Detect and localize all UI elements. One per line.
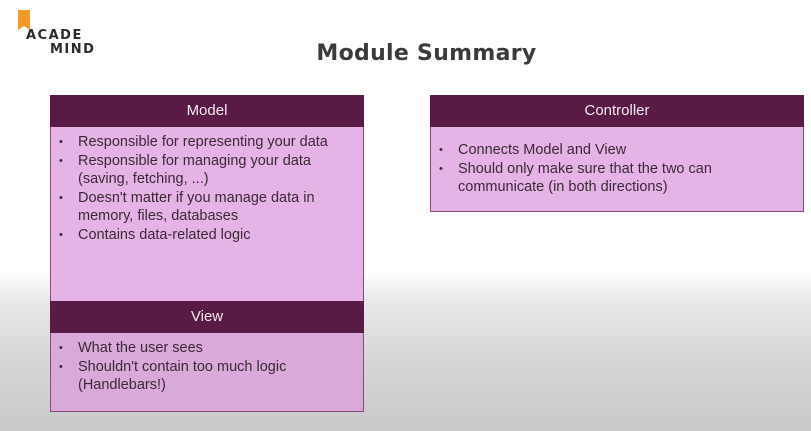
view-card [50, 301, 364, 412]
list-item: • Should only make sure that the two can communicate (in both directions) [439, 160, 795, 197]
view-card-header: View [50, 301, 364, 333]
list-item: • Connects Model and View [439, 141, 795, 160]
view-bullet-list [59, 339, 355, 395]
list-item: • Doesn't matter if you manage data in memory, files, databases [59, 189, 355, 226]
list-item: • What the user sees [59, 339, 355, 358]
controller-card-header: Controller [430, 95, 804, 127]
list-item: • Responsible for managing your data (saving, fetching, ...) [59, 152, 355, 189]
controller-card-body [430, 127, 804, 212]
logo-text-line2: MIND [50, 42, 96, 57]
logo-text-line1: ACADE [26, 28, 83, 43]
model-card-body [50, 127, 364, 315]
list-item: • Shouldn't contain too much logic (Handlebars!) [59, 358, 355, 395]
slide-title: Module Summary [316, 41, 537, 66]
model-card-header: Model [50, 95, 364, 127]
model-bullet-list [59, 133, 355, 244]
controller-bullet-list [439, 141, 795, 197]
list-item: • Contains data-related logic [59, 226, 355, 245]
list-item: • Responsible for representing your data [59, 133, 355, 152]
model-card [50, 95, 364, 315]
view-card-body [50, 333, 364, 412]
controller-card [430, 95, 804, 212]
